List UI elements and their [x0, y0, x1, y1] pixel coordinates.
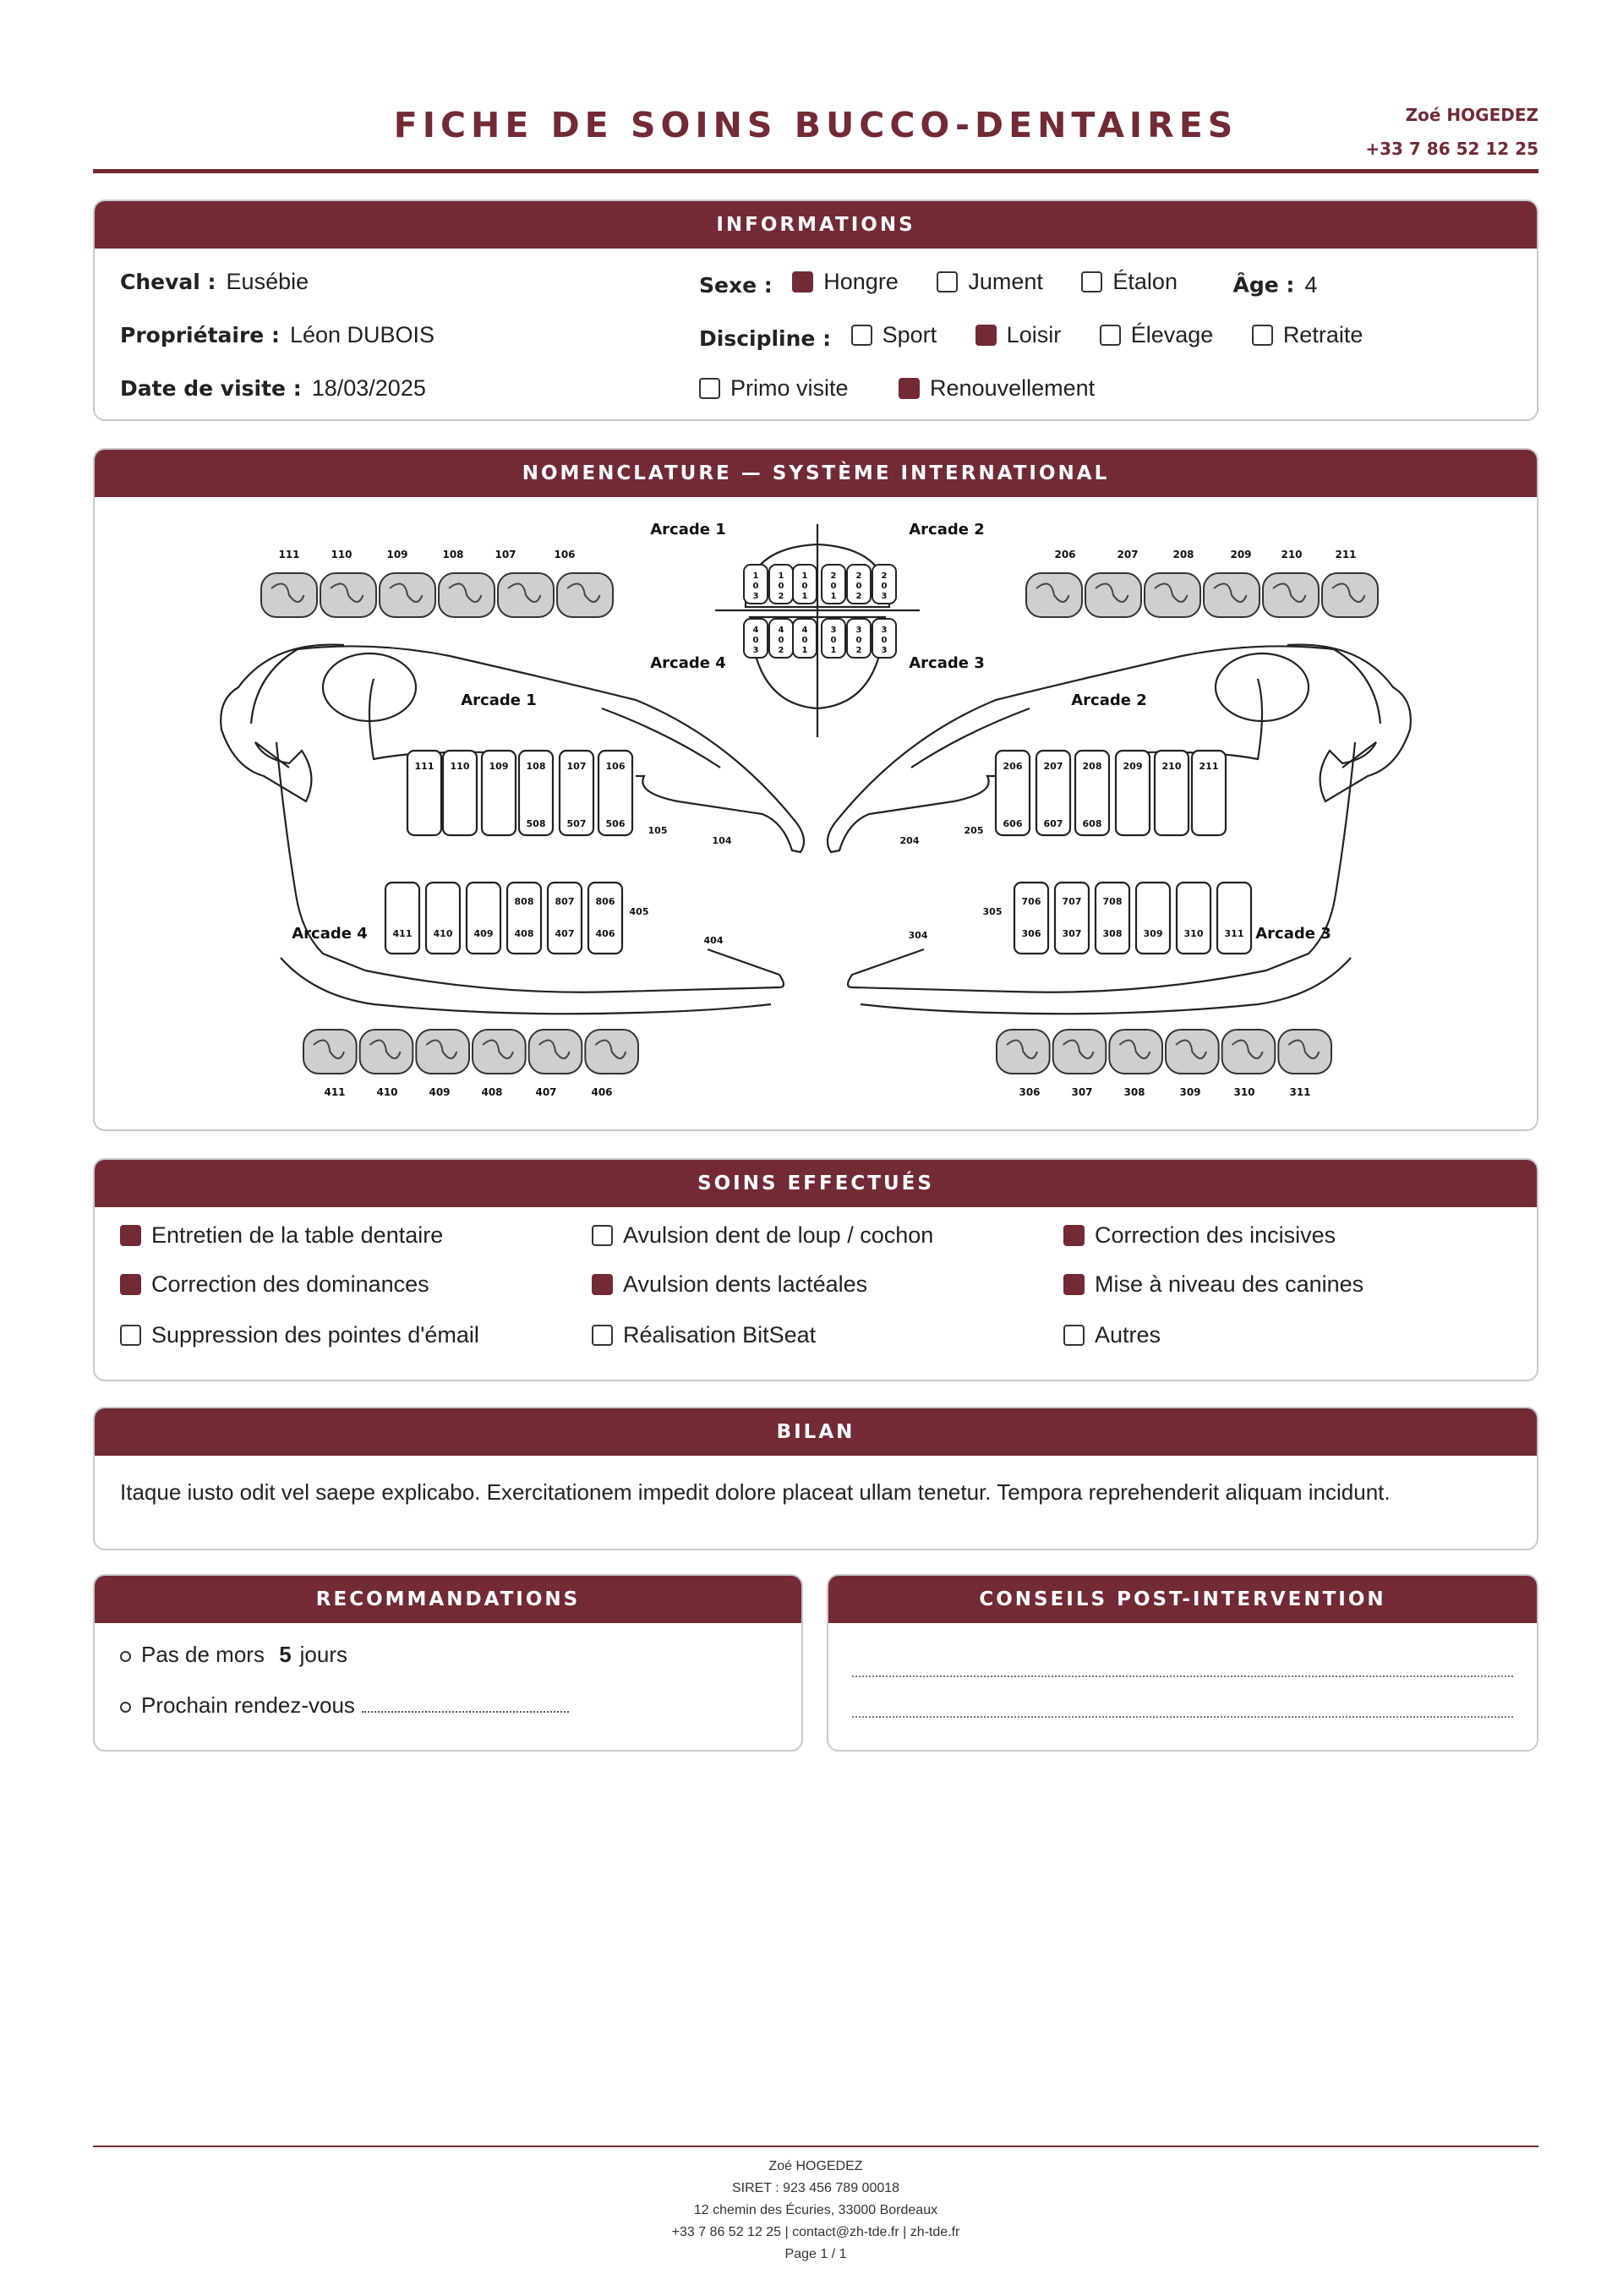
left-lower-tooth	[548, 883, 582, 954]
page-number: Page 1 / 1	[784, 2247, 847, 2261]
header-contact-phone: +33 7 86 52 12 25	[1365, 139, 1538, 159]
tooth-number: 106	[554, 549, 576, 560]
tooth-number: 205	[964, 825, 984, 836]
age-value: 4	[1304, 271, 1318, 298]
tooth-number: 209	[1123, 761, 1143, 772]
next-appointment-field[interactable]	[362, 1696, 569, 1713]
incisor-code: 1	[801, 571, 808, 581]
footer-address: 12 chemin des Écuries, 33000 Bordeaux	[693, 2203, 938, 2217]
visit-row	[699, 374, 1127, 406]
care-label: Avulsion dents lactéales	[623, 1271, 868, 1297]
footer-contact: +33 7 86 52 12 25 | contact@zh-tde.fr | zh-tde.fr	[671, 2225, 960, 2239]
option-label: Élevage	[1130, 322, 1214, 347]
tooth-number: 306	[1019, 1086, 1041, 1098]
arcade-label: Arcade 3	[909, 654, 985, 672]
care-item-pointes[interactable]	[120, 1322, 479, 1348]
deciduous-number: 507	[566, 818, 587, 829]
tooth-number: 107	[495, 549, 516, 560]
left-lower-tooth	[426, 883, 460, 954]
bullet-circle-icon	[120, 1651, 131, 1662]
tooth-number: 308	[1123, 1086, 1145, 1098]
right-lower-tooth	[1177, 883, 1210, 954]
incisor-code: 1	[801, 592, 808, 601]
incisor-code: 0	[881, 582, 888, 591]
checkbox-unchecked[interactable]	[592, 1225, 613, 1246]
right-lower-tooth	[1136, 883, 1170, 954]
footer	[93, 2156, 1538, 2244]
tooth-number: 105	[648, 825, 668, 836]
soins-heading: SOINS EFFECTUÉS	[95, 1160, 1537, 1207]
tooth-number: 406	[595, 928, 615, 939]
care-item-dominances[interactable]	[120, 1271, 429, 1298]
tooth-number: 111	[414, 761, 434, 772]
visit-option-primo[interactable]	[699, 374, 849, 402]
tooth-number: 310	[1183, 928, 1204, 939]
horse-label: Cheval :	[120, 270, 216, 294]
incisor-code: 2	[881, 571, 888, 581]
care-item-canines[interactable]	[1063, 1271, 1363, 1298]
document-title: FICHE DE SOINS BUCCO-DENTAIRES	[393, 105, 1238, 145]
tooth-number: 307	[1071, 1086, 1093, 1098]
deciduous-number: 706	[1021, 896, 1041, 907]
care-item-incisives[interactable]	[1063, 1222, 1336, 1249]
incisor-code: 1	[801, 646, 808, 655]
option-label: Renouvellement	[930, 375, 1096, 401]
header-contact-name: Zoé HOGEDEZ	[1405, 105, 1538, 125]
bullet-circle-icon	[120, 1702, 131, 1713]
tooth-number: 406	[591, 1086, 613, 1098]
incisor-code: 0	[752, 582, 759, 591]
horse-row	[120, 267, 309, 297]
no-bit-days[interactable]: 5	[279, 1642, 292, 1667]
age-label: Âge :	[1232, 272, 1295, 298]
informations-panel	[93, 200, 1538, 421]
checkbox-checked[interactable]	[592, 1274, 613, 1295]
discipline-label: Discipline :	[699, 325, 832, 351]
tooth-number: 409	[429, 1086, 451, 1098]
checkbox-unchecked[interactable]	[592, 1325, 613, 1346]
incisor-code: 0	[801, 582, 808, 591]
tooth-number: 410	[433, 928, 453, 939]
option-label: Retraite	[1282, 322, 1363, 347]
bilan-heading: BILAN	[95, 1408, 1537, 1456]
next-appointment-row	[120, 1692, 569, 1719]
incisor-code: 0	[752, 636, 759, 645]
header-divider	[93, 169, 1538, 173]
right-lower-tooth	[1217, 883, 1251, 954]
incisor-code: 0	[855, 636, 862, 645]
tooth-number: 311	[1224, 928, 1244, 939]
incisor-code: 1	[830, 592, 837, 601]
checkbox-unchecked[interactable]	[851, 325, 872, 346]
incisor-code: 3	[881, 626, 888, 635]
footer-name: Zoé HOGEDEZ	[768, 2159, 863, 2173]
right-lower-tooth	[1096, 883, 1129, 954]
no-bit-row	[120, 1642, 347, 1668]
tooth-number: 309	[1179, 1086, 1201, 1098]
incisor-code: 3	[855, 626, 862, 635]
sex-label: Sexe :	[699, 272, 773, 298]
incisor-code: 4	[752, 626, 759, 635]
tooth-number: 107	[566, 761, 587, 772]
date-row	[120, 374, 426, 403]
checkbox-checked[interactable]	[120, 1225, 141, 1246]
care-item-autres[interactable]	[1063, 1322, 1161, 1348]
next-appointment-label: Prochain rendez-vous	[141, 1692, 355, 1718]
incisor-code: 0	[855, 582, 862, 591]
tooth-number: 108	[526, 761, 546, 772]
deciduous-number: 508	[526, 818, 546, 829]
tooth-number: 206	[1003, 761, 1023, 772]
tooth-number: 211	[1199, 761, 1219, 772]
tooth-number: 407	[555, 928, 575, 939]
tooth-number: 206	[1054, 549, 1076, 560]
incisor-code: 0	[778, 636, 784, 645]
tooth-number: 409	[473, 928, 494, 939]
care-item-entretien[interactable]	[120, 1222, 443, 1249]
no-bit-suffix: jours	[299, 1642, 348, 1667]
incisor-code: 2	[855, 592, 862, 601]
incisor-code: 2	[778, 592, 784, 601]
deciduous-number: 707	[1062, 896, 1082, 907]
checkbox-checked[interactable]	[1063, 1225, 1085, 1246]
care-label: Mise à niveau des canines	[1095, 1271, 1364, 1297]
tooth-number: 404	[703, 935, 724, 946]
discipline-row	[699, 320, 1395, 353]
checkbox-checked[interactable]	[1063, 1274, 1085, 1295]
owner-label: Propriétaire :	[120, 323, 280, 347]
header-contact	[1365, 98, 1538, 166]
incisor-code: 3	[752, 592, 759, 601]
incisor-code: 0	[881, 636, 888, 645]
checkbox-checked[interactable]	[975, 325, 997, 346]
incisor-code: 2	[778, 646, 784, 655]
care-label: Avulsion dent de loup / cochon	[623, 1222, 934, 1248]
arcade-label: Arcade 2	[909, 521, 985, 538]
discipline-option-elevage[interactable]	[1100, 320, 1214, 349]
tooth-number: 407	[535, 1086, 557, 1098]
tooth-number: 204	[899, 835, 920, 846]
tooth-number: 104	[712, 835, 732, 846]
horse-value: Eusébie	[226, 269, 309, 294]
checkbox-checked[interactable]	[120, 1274, 141, 1295]
checkbox-unchecked[interactable]	[1252, 325, 1273, 346]
option-label: Loisir	[1006, 322, 1062, 347]
care-label: Réalisation BitSeat	[623, 1322, 817, 1348]
discipline-option-sport[interactable]	[851, 320, 937, 349]
care-label: Correction des incisives	[1095, 1222, 1336, 1248]
left-lower-tooth	[588, 883, 622, 954]
deciduous-number: 506	[605, 818, 626, 829]
tooth-number: 108	[442, 549, 464, 560]
tooth-number: 408	[514, 928, 534, 939]
discipline-option-loisir[interactable]	[975, 320, 1062, 349]
deciduous-number: 806	[595, 896, 615, 907]
discipline-option-retraite[interactable]	[1252, 320, 1363, 349]
checkbox-unchecked[interactable]	[937, 271, 958, 292]
tooth-number: 110	[450, 761, 470, 772]
tooth-number: 210	[1161, 761, 1182, 772]
tooth-number: 109	[386, 549, 408, 560]
tooth-number: 211	[1335, 549, 1357, 560]
tooth-number: 309	[1143, 928, 1163, 939]
checkbox-checked[interactable]	[899, 378, 920, 399]
incisor-code: 3	[830, 626, 837, 635]
option-label: Sport	[882, 322, 937, 347]
incisor-code: 2	[855, 571, 862, 581]
bilan-text: Itaque iusto odit vel saepe explicabo. Exercitationem impedit dolore placeat ullam tenetur. Tempora reprehenderit aliquam incidunt.	[120, 1479, 1391, 1505]
tooth-number: 308	[1102, 928, 1123, 939]
arcade-label: Arcade 1	[461, 692, 537, 709]
tooth-number: 311	[1289, 1086, 1311, 1098]
conseils-heading: CONSEILS POST-INTERVENTION	[828, 1576, 1537, 1623]
incisor-code: 4	[778, 626, 784, 635]
owner-value: Léon DUBOIS	[289, 322, 435, 347]
tooth-number: 405	[629, 906, 649, 917]
deciduous-number: 608	[1082, 818, 1102, 829]
incisor-code: 0	[830, 636, 837, 645]
care-item-avulsion-loup[interactable]	[592, 1222, 933, 1249]
care-label: Autres	[1095, 1322, 1161, 1348]
tooth-number: 207	[1117, 549, 1139, 560]
incisor-code: 2	[830, 571, 837, 581]
informations-heading: INFORMATIONS	[95, 201, 1537, 249]
left-lower-tooth	[467, 883, 500, 954]
tooth-number: 306	[1021, 928, 1041, 939]
bilan-panel	[93, 1407, 1538, 1550]
incisor-code: 3	[881, 592, 888, 601]
tooth-number: 305	[982, 906, 1003, 917]
arcade-label: Arcade 4	[292, 925, 368, 943]
conseils-panel	[827, 1574, 1538, 1752]
checkbox-unchecked[interactable]	[1081, 271, 1102, 292]
incisor-code: 0	[778, 582, 784, 591]
checkbox-checked[interactable]	[792, 271, 813, 292]
incisor-code: 4	[801, 626, 808, 635]
sex-option-etalon[interactable]	[1081, 267, 1178, 296]
option-label: Jument	[968, 269, 1043, 294]
tooth-number: 207	[1043, 761, 1063, 772]
tooth-number: 307	[1062, 928, 1082, 939]
checkbox-unchecked[interactable]	[699, 378, 720, 399]
tooth-number: 109	[489, 761, 509, 772]
sex-option-hongre[interactable]	[792, 267, 899, 296]
nomenclature-heading: NOMENCLATURE — SYSTÈME INTERNATIONAL	[95, 450, 1537, 497]
tooth-number: 110	[331, 549, 352, 560]
tooth-number: 209	[1230, 549, 1252, 560]
soins-panel	[93, 1158, 1538, 1381]
footer-divider	[93, 2146, 1538, 2147]
deciduous-number: 708	[1102, 896, 1123, 907]
recommandations-heading: RECOMMANDATIONS	[95, 1576, 801, 1623]
dental-chart	[95, 497, 1537, 1129]
incisor-code: 0	[801, 636, 808, 645]
tooth-number: 411	[392, 928, 413, 939]
left-lower-tooth	[385, 883, 419, 954]
care-label: Entretien de la table dentaire	[151, 1222, 444, 1248]
option-label: Étalon	[1112, 269, 1178, 294]
footer-siret: SIRET : 923 456 789 00018	[731, 2181, 900, 2195]
care-label: Suppression des pointes d'émail	[151, 1322, 479, 1348]
tooth-number: 208	[1172, 549, 1194, 560]
left-lower-tooth	[507, 883, 541, 954]
date-value: 18/03/2025	[311, 375, 426, 401]
arcade-label: Arcade 3	[1255, 925, 1331, 943]
tooth-number: 106	[605, 761, 626, 772]
deciduous-number: 607	[1043, 818, 1063, 829]
sex-option-jument[interactable]	[937, 267, 1043, 296]
date-label: Date de visite :	[120, 376, 302, 401]
tooth-number: 410	[376, 1086, 398, 1098]
deciduous-number: 807	[555, 896, 575, 907]
tooth-number: 111	[278, 549, 300, 560]
checkbox-unchecked[interactable]	[1063, 1325, 1085, 1346]
arcade-label: Arcade 1	[650, 521, 726, 538]
incisor-code: 1	[830, 646, 837, 655]
sex-row	[699, 267, 1317, 300]
document-page	[93, 0, 1538, 2296]
tooth-number: 210	[1281, 549, 1303, 560]
tooth-number: 411	[324, 1086, 346, 1098]
arcade-label: Arcade 2	[1071, 692, 1147, 709]
deciduous-number: 808	[514, 896, 534, 907]
tooth-number: 310	[1233, 1086, 1255, 1098]
recommandations-panel	[93, 1574, 803, 1752]
option-label: Primo visite	[730, 375, 849, 401]
incisor-code: 2	[855, 646, 862, 655]
care-item-bitseat[interactable]	[592, 1322, 816, 1348]
tooth-number: 304	[908, 930, 928, 941]
incisor-code: 0	[830, 582, 837, 591]
conseils-line-2[interactable]	[852, 1716, 1513, 1718]
incisor-code: 1	[778, 571, 784, 581]
care-item-lacteales[interactable]	[592, 1271, 867, 1298]
right-lower-tooth	[1014, 883, 1048, 954]
arcade-label: Arcade 4	[650, 654, 726, 672]
tooth-number: 208	[1082, 761, 1102, 772]
incisor-code: 3	[881, 646, 888, 655]
checkbox-unchecked[interactable]	[1100, 325, 1121, 346]
incisor-code: 1	[752, 571, 759, 581]
option-label: Hongre	[823, 269, 899, 294]
visit-option-renouvellement[interactable]	[899, 374, 1095, 402]
nomenclature-panel	[93, 448, 1538, 1131]
right-lower-tooth	[1055, 883, 1089, 954]
deciduous-number: 606	[1003, 818, 1023, 829]
conseils-line-1[interactable]	[852, 1676, 1513, 1677]
checkbox-unchecked[interactable]	[120, 1325, 141, 1346]
care-label: Correction des dominances	[151, 1271, 429, 1297]
incisor-code: 3	[752, 646, 759, 655]
owner-row	[120, 320, 434, 350]
no-bit-prefix: Pas de mors	[141, 1642, 265, 1667]
tooth-number: 408	[481, 1086, 503, 1098]
